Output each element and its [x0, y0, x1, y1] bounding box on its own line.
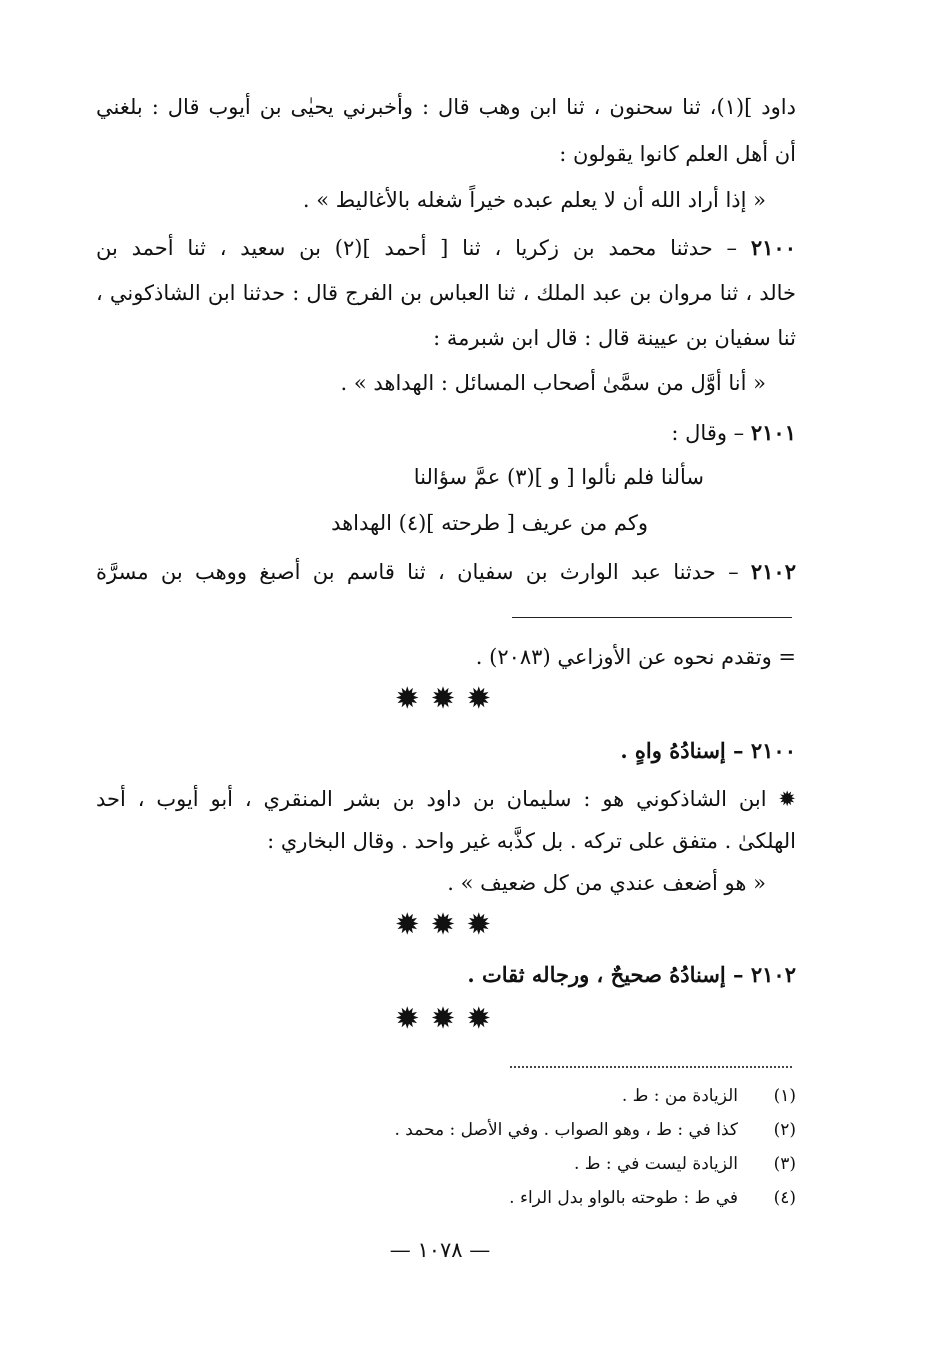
stars-separator: ✹✹✹	[396, 684, 504, 714]
footnote	[394, 1118, 796, 1142]
hadith-number: ٢١٠١	[750, 420, 796, 445]
footnote-text: الزيادة من : ط .	[621, 1086, 738, 1106]
text-line: خالد ، ثنا مروان بن عبد الملك ، ثنا العباس بن الفرج قال : حدثنا ابن الشاذكوني ،	[96, 281, 796, 305]
footnote-key: (٤)	[773, 1188, 796, 1208]
footnote-key: (٢)	[773, 1120, 796, 1140]
footnote-text: الزيادة ليست في : ط .	[573, 1154, 738, 1174]
footnote-divider	[510, 1066, 792, 1068]
stars-separator: ✹✹✹	[396, 910, 504, 940]
footnote-text: كذا في : ط ، وهو الصواب . وفي الأصل : محمد .	[394, 1120, 738, 1140]
text-line: – حدثنا عبد الوارث بن سفيان ، ثنا قاسم بن أصبغ ووهب بن مسرَّة	[96, 560, 739, 584]
note-heading: ٢١٠٢ – إسنادُهُ صحيحٌ ، ورجاله ثقات .	[467, 962, 796, 987]
text-line: ثنا سفيان بن عيينة قال : قال ابن شبرمة :	[433, 326, 796, 350]
footnote	[574, 1152, 796, 1176]
footnote-key: (١)	[773, 1086, 796, 1106]
quote-line: « هو أضعف عندي من كل ضعيف » .	[447, 871, 766, 895]
footnote	[622, 1084, 796, 1108]
section-divider	[512, 617, 792, 618]
hadith-2102-line	[96, 557, 796, 587]
footnote-text: في ط : طوحته بالواو بدل الراء .	[509, 1188, 738, 1208]
hadith-number: ٢١٠٠	[750, 235, 796, 260]
footnote-key: (٣)	[773, 1154, 796, 1174]
text-line: داود ](١)، ثنا سحنون ، ثنا ابن وهب قال : وأخبرني يحيٰى بن أيوب قال : بلغني	[96, 95, 796, 119]
hadith-2101-line	[671, 418, 796, 448]
note-line: = وتقدم نحوه عن الأوزاعي (٢٠٨٣) .	[475, 645, 796, 669]
hadith-2100-line	[96, 233, 796, 263]
page-number: — ١٠٧٨ —	[389, 1238, 491, 1262]
quote-line: « إذا أراد الله أن لا يعلم عبده خيراً شغله بالأغاليط » .	[302, 188, 766, 212]
text-line: – وقال :	[671, 421, 745, 445]
note-line: الهلكىٰ . متفق على تركه . بل كذَّبه غير واحد . وقال البخاري :	[267, 829, 796, 853]
text-line: – حدثنا محمد بن زكريا ، ثنا [ أحمد ](٢) بن سعيد ، ثنا أحمد بن	[96, 236, 738, 260]
note-line: ✹ ابن الشاذكوني هو : سليمان بن داود بن بشر المنقري ، أبو أيوب ، أحد	[96, 787, 796, 811]
poem-line: سألنا فلم نألوا [ و ](٣) عمَّ سؤالنا	[413, 465, 704, 489]
stars-separator: ✹✹✹	[396, 1004, 504, 1034]
quote-line: « أنا أوَّل من سمَّىٰ أصحاب المسائل : الهداهد » .	[340, 371, 766, 395]
text-line: أن أهل العلم كانوا يقولون :	[559, 142, 796, 166]
footnote	[509, 1186, 796, 1210]
poem-line: وكم من عريف [ طرحته ](٤) الهداهد	[331, 511, 648, 535]
note-heading: ٢١٠٠ – إسنادُهُ واهٍ .	[620, 738, 796, 763]
hadith-number: ٢١٠٢	[750, 559, 796, 584]
